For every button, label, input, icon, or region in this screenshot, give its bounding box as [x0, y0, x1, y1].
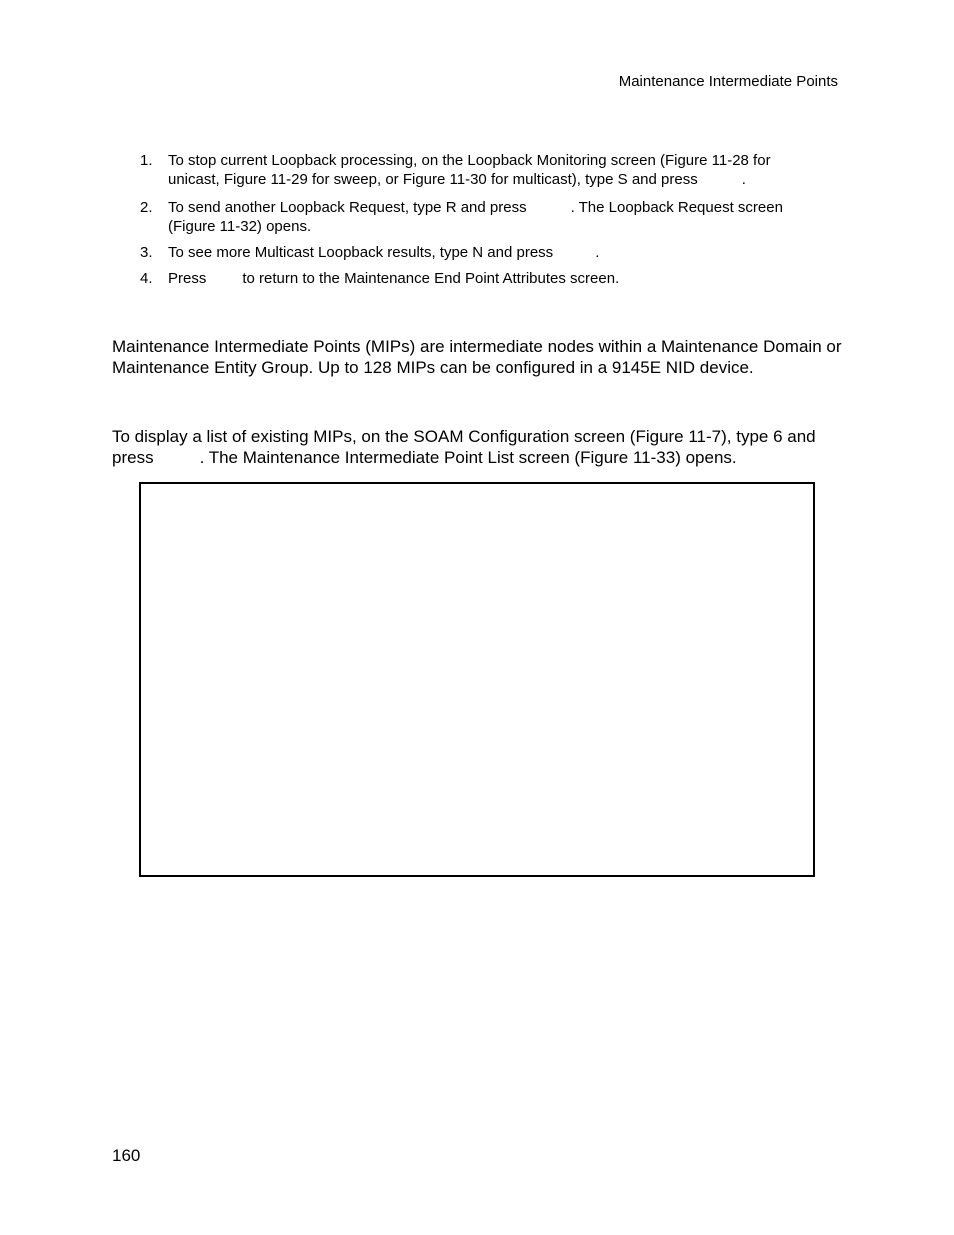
- step-number: 4.: [140, 270, 153, 287]
- step-line: To stop current Loopback processing, on the Loopback Monitoring screen (Figure 11-28 for: [168, 152, 771, 169]
- step-text: [168, 198, 830, 236]
- step-number: 1.: [140, 152, 153, 169]
- page-number: 160: [112, 1146, 141, 1165]
- step-line: To send another Loopback Request, type R and press . The Loopback Request screen: [168, 199, 783, 216]
- mip-intro-paragraph: Maintenance Intermediate Points (MIPs) are intermediate nodes within a Maintenance Domain or Maintenance Entity Group. Up to 128 MIPs can be configured in a 9145E NID device.: [112, 337, 842, 377]
- step-number: 3.: [140, 244, 153, 261]
- step-line: unicast, Figure 11-29 for sweep, or Figure 11-30 for multicast), type S and press .: [168, 171, 746, 188]
- display-mips-paragraph: To display a list of existing MIPs, on the SOAM Configuration screen (Figure 11-7), type 6 and press . The Maintenance Intermediate Point List screen (Figure 11-33) opens.: [112, 427, 816, 467]
- step-number: 2.: [140, 199, 153, 216]
- running-header: Maintenance Intermediate Points: [618, 73, 838, 90]
- step-text: [168, 151, 830, 189]
- step-text: To see more Multicast Loopback results, type N and press .: [168, 244, 600, 261]
- step-text: Press to return to the Maintenance End Point Attributes screen.: [168, 270, 620, 287]
- figure-screen-box: [139, 482, 815, 877]
- step-line: (Figure 11-32) opens.: [168, 218, 312, 235]
